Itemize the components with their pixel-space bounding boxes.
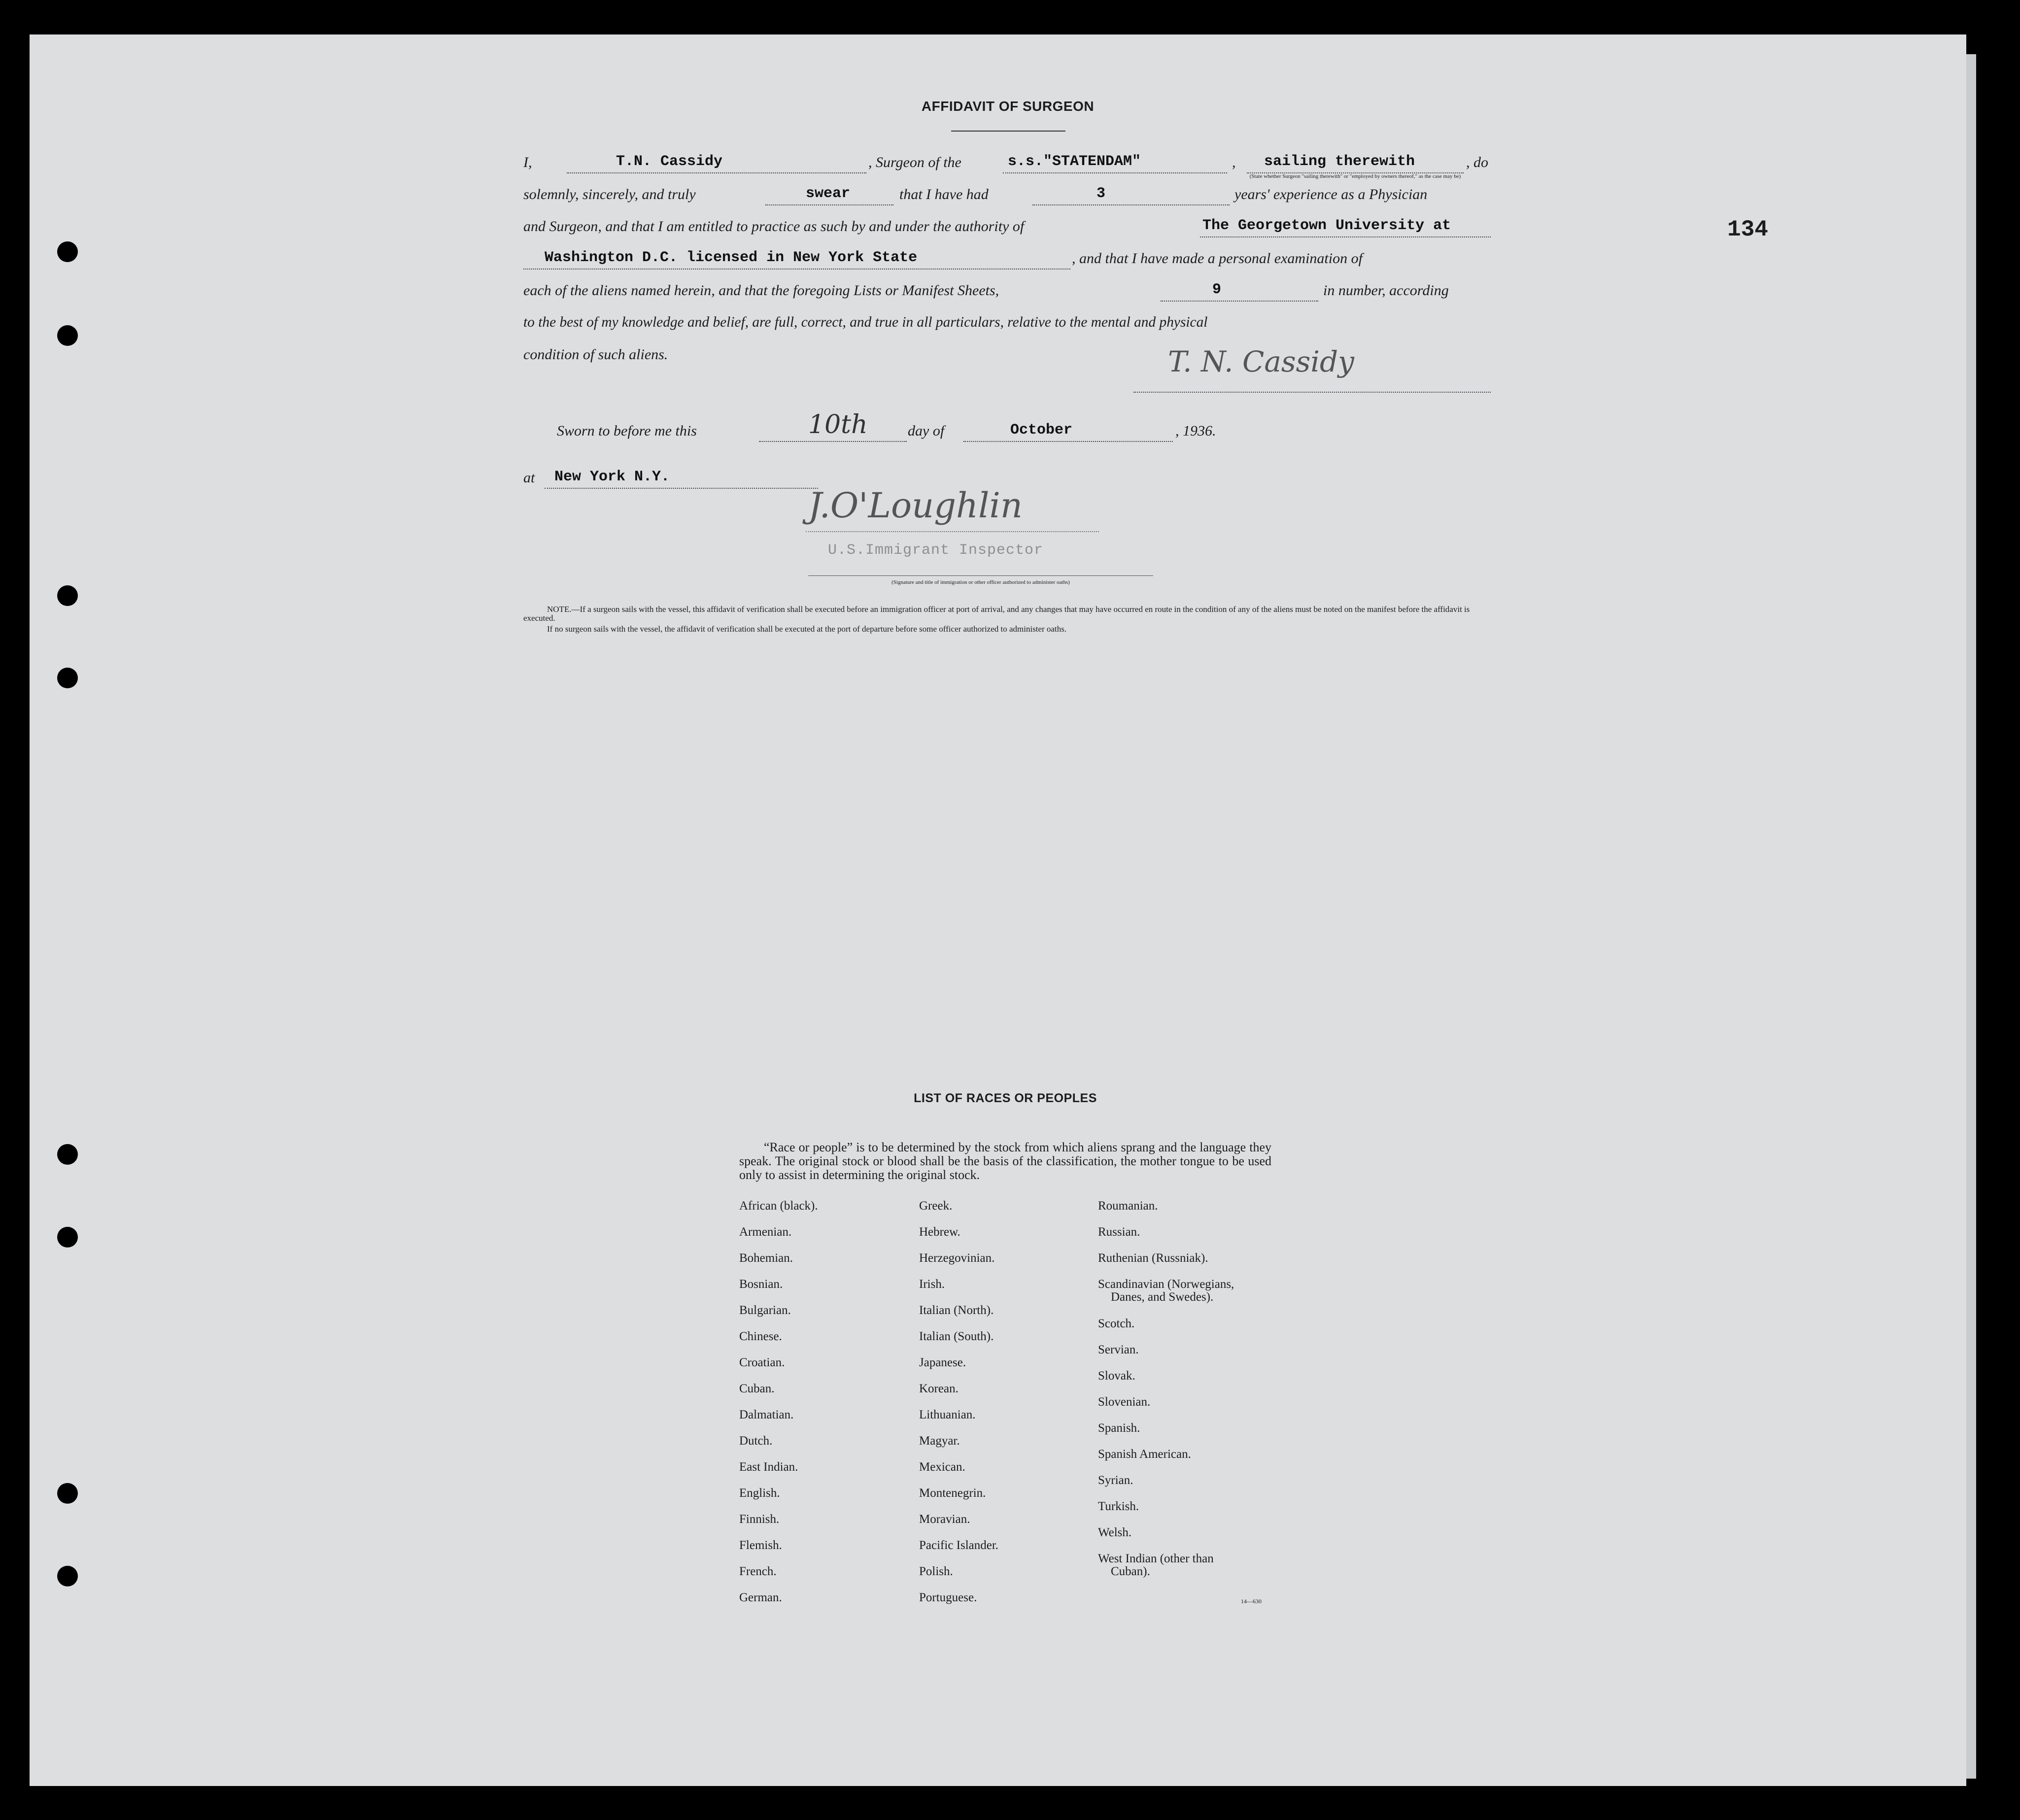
vessel-line: [1003, 172, 1227, 173]
race-item: French.: [739, 1565, 777, 1578]
signature-line: [1133, 392, 1491, 393]
race-item: African (black).: [739, 1199, 818, 1213]
sworn-month: October: [1010, 422, 1073, 438]
authority-line-2: [523, 269, 1070, 270]
race-item: Syrian.: [1098, 1474, 1133, 1487]
sworn-place: New York N.Y.: [554, 469, 670, 485]
text-surgeon-of: , Surgeon of the: [868, 154, 961, 170]
race-item: Scotch.: [1098, 1317, 1135, 1330]
race-item: Magyar.: [919, 1434, 960, 1448]
race-item: Chinese.: [739, 1330, 782, 1343]
inspector-signature: J.O'Loughlin: [808, 485, 1023, 526]
race-item: Welsh.: [1098, 1526, 1132, 1539]
race-item: German.: [739, 1591, 782, 1604]
race-item: English.: [739, 1486, 780, 1500]
punch-hole: [57, 325, 78, 346]
race-item: Polish.: [919, 1565, 953, 1578]
race-item: Pacific Islander.: [919, 1539, 999, 1552]
race-item: Montenegrin.: [919, 1486, 986, 1500]
race-item: Irish.: [919, 1278, 945, 1291]
sworn-day: 10th: [808, 410, 868, 439]
race-item: Servian.: [1098, 1343, 1139, 1356]
oath-line: [765, 204, 893, 205]
race-item: Italian (North).: [919, 1304, 994, 1317]
sheets-line: [1161, 301, 1318, 302]
races-column-3: [1098, 1200, 1234, 1592]
punch-hole: [57, 1227, 78, 1247]
text-solemnly: solemnly, sincerely, and truly: [523, 186, 696, 202]
inspector-rule: [808, 575, 1153, 576]
vessel-name: s.s."STATENDAM": [1008, 153, 1141, 170]
race-item: Mexican.: [919, 1460, 965, 1474]
authority-2: Washington D.C. licensed in New York State: [545, 249, 918, 266]
inspector-title: U.S.Immigrant Inspector: [828, 542, 1044, 559]
race-item: Slovak.: [1098, 1369, 1135, 1382]
race-item: Armenian.: [739, 1225, 792, 1239]
page-number: 134: [1727, 217, 1768, 242]
race-item: Turkish.: [1098, 1500, 1139, 1513]
race-item: Moravian.: [919, 1513, 970, 1526]
authority-1: The Georgetown University at: [1202, 217, 1451, 234]
race-item: Dutch.: [739, 1434, 773, 1448]
race-item: Finnish.: [739, 1513, 780, 1526]
text-to-best: to the best of my knowledge and belief, are full, correct, and true in all particulars, relative to the mental and physical: [523, 314, 1208, 330]
punch-hole: [57, 1566, 78, 1586]
text-at: at: [523, 470, 535, 486]
punch-hole: [57, 1483, 78, 1504]
text-do: , do: [1466, 154, 1488, 170]
races-column-1: [739, 1200, 818, 1618]
oath: swear: [806, 185, 851, 202]
race-item: West Indian (other than Cuban).: [1098, 1552, 1214, 1578]
races-title: LIST OF RACES OR PEOPLES: [914, 1091, 1097, 1105]
race-item: Korean.: [919, 1382, 959, 1395]
race-item: Japanese.: [919, 1356, 966, 1369]
race-item: Ruthenian (Russniak).: [1098, 1251, 1208, 1265]
text-i: I,: [523, 154, 532, 170]
race-item: Roumanian.: [1098, 1199, 1158, 1213]
form-reference: 14—630: [1241, 1598, 1262, 1605]
title-rule: [951, 131, 1065, 132]
race-item: East Indian.: [739, 1460, 798, 1474]
sailing-status: sailing therewith: [1264, 153, 1415, 170]
text-years-experience: years' experience as a Physician: [1234, 186, 1428, 202]
surgeon-name: T.N. Cassidy: [616, 153, 723, 170]
race-item: Croatian.: [739, 1356, 785, 1369]
text-have-had: that I have had: [899, 186, 989, 202]
years-count: 3: [1096, 185, 1106, 202]
race-item: Cuban.: [739, 1382, 775, 1395]
punch-hole: [57, 1144, 78, 1165]
surgeon-signature: T. N. Cassidy: [1168, 345, 1354, 378]
text-condition: condition of such aliens.: [523, 346, 668, 363]
text-and-surgeon: and Surgeon, and that I am entitled to practice as such by and under the authority of: [523, 218, 1025, 235]
page-edge: [1966, 54, 1976, 1779]
affidavit-title: AFFIDAVIT OF SURGEON: [921, 99, 1095, 114]
note-2: If no surgeon sails with the vessel, the affidavit of verification shall be executed at the port of departure before some officer authorized to administer oaths.: [547, 624, 1067, 634]
month-line: [963, 441, 1173, 442]
race-item: Herzegovinian.: [919, 1251, 995, 1265]
text-personal-exam: , and that I have made a personal examination of: [1072, 250, 1363, 267]
inspector-sig-line: [806, 531, 1099, 532]
sworn-year: , 1936.: [1175, 423, 1216, 439]
punch-hole: [57, 241, 78, 262]
day-line: [759, 441, 907, 442]
text-comma: ,: [1232, 154, 1236, 170]
signature-caption: (Signature and title of immigration or other officer authorized to administer oaths): [891, 579, 1070, 585]
place-line: [545, 488, 818, 489]
punch-hole: [57, 585, 78, 606]
race-item: Slovenian.: [1098, 1395, 1151, 1409]
sheets-count: 9: [1212, 281, 1222, 298]
text-day-of: day of: [908, 423, 945, 439]
race-item: Italian (South).: [919, 1330, 994, 1343]
race-item: Bulgarian.: [739, 1304, 791, 1317]
race-item: Bohemian.: [739, 1251, 793, 1265]
race-item: Greek.: [919, 1199, 953, 1213]
note-1: NOTE.—If a surgeon sails with the vessel, this affidavit of verification shall be executed before an immigration officer at port of arrival, and any changes that may have occurred en route in the condition of any of the aliens must be noted on the manifest before the affidavit is executed.: [523, 605, 1470, 623]
authority-line-1: [1200, 236, 1491, 237]
races-intro: “Race or people” is to be determined by the stock from which aliens sprang and the language they speak. The original stock or blood shall be the basis of the classification, the mother tongue to be used only to assist in determining the original stock.: [739, 1140, 1271, 1182]
race-item: Lithuanian.: [919, 1408, 976, 1421]
race-item: Hebrew.: [919, 1225, 960, 1239]
race-item: Spanish American.: [1098, 1448, 1191, 1461]
name-line: [567, 172, 866, 173]
race-item: Bosnian.: [739, 1278, 783, 1291]
text-in-number: in number, according: [1323, 282, 1449, 299]
race-item: Flemish.: [739, 1539, 782, 1552]
sailing-note: (State whether Surgeon "sailing therewith" or "employed by owners thereof," as the case may be): [1249, 173, 1461, 179]
race-item: Scandinavian (Norwegians, Danes, and Swedes).: [1098, 1278, 1234, 1304]
text-each-of: each of the aliens named herein, and that the foregoing Lists or Manifest Sheets,: [523, 282, 999, 299]
race-item: Portuguese.: [919, 1591, 977, 1604]
text-sworn: Sworn to before me this: [557, 423, 697, 439]
years-line: [1032, 204, 1230, 205]
punch-hole: [57, 668, 78, 688]
race-item: Dalmatian.: [739, 1408, 794, 1421]
races-column-2: [919, 1200, 998, 1618]
race-item: Russian.: [1098, 1225, 1140, 1239]
race-item: Spanish.: [1098, 1421, 1140, 1435]
